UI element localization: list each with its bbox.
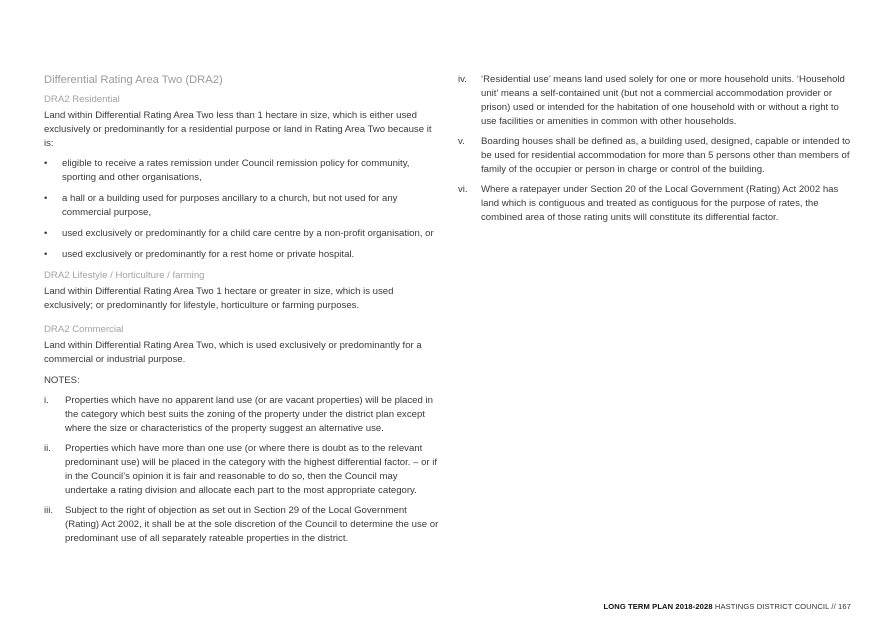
- bullet-text: used exclusively or predominantly for a child care centre by a non-profit organisation, or: [62, 228, 434, 239]
- footer-council-page: HASTINGS DISTRICT COUNCIL // 167: [714, 602, 851, 611]
- left-column: [44, 73, 440, 552]
- note-number: ii.: [44, 443, 51, 454]
- page-footer: [603, 602, 851, 611]
- note-item: [458, 183, 854, 225]
- bullet-icon: •: [44, 158, 48, 169]
- bullet-icon: •: [44, 249, 48, 260]
- note-number: iii.: [44, 505, 54, 516]
- note-number: vi.: [458, 184, 468, 195]
- note-item: [458, 73, 854, 129]
- right-column: [458, 73, 854, 231]
- note-item: [44, 504, 440, 546]
- commercial-heading: DRA2 Commercial: [44, 324, 124, 335]
- note-text: Properties which have no apparent land use (or are vacant properties) will be placed in the category which best suits the zoning of the property under the district plan except where the size or characteristics of the property suggest an alternative use.: [65, 395, 433, 434]
- note-text: Boarding houses shall be defined as, a building used, designed, capable or intended to be used for residential accommodation for more than 5 persons other than members of family of the occupier or person in charge or control of the building.: [481, 136, 851, 175]
- commercial-text: Land within Differential Rating Area Two, which is used exclusively or predominantly for a commercial or industrial purpose.: [44, 340, 422, 365]
- bullet-text: eligible to receive a rates remission under Council remission policy for community, sporting and other organisations,: [62, 158, 410, 183]
- bullet-text: a hall or a building used for purposes ancillary to a church, but not used for any commercial purpose,: [62, 193, 398, 218]
- notes-label: NOTES:: [44, 375, 80, 386]
- note-number: v.: [458, 136, 465, 147]
- note-item: [458, 135, 854, 177]
- note-item: [44, 442, 440, 498]
- residential-intro: Land within Differential Rating Area Two less than 1 hectare in size, which is either used exclusively or predominantly for a residential purpose or land in Rating Area Two because it is:: [44, 110, 432, 149]
- notes-list-continued: [458, 73, 854, 225]
- note-text: Where a ratepayer under Section 20 of the Local Government (Rating) Act 2002 has land which is contiguous and treated as contiguous for the purpose of rates, the combined area of those rating units will constitute its differential factor.: [481, 184, 839, 223]
- note-text: Properties which have more than one use (or where there is doubt as to the relevant predominant use) will be placed in the category with the highest differential factor. – or if in the Council’s opinion it is fair and reasonable to do so, then the Council may undertake a rating division and allocate each part to the most appropriate category.: [65, 443, 438, 496]
- notes-list: [44, 394, 440, 546]
- bullet-item: [44, 192, 440, 220]
- bullet-item: [44, 248, 440, 262]
- lifestyle-text: Land within Differential Rating Area Two 1 hectare or greater in size, which is used exclusively; or predominantly for lifestyle, horticulture or farming purposes.: [44, 286, 394, 311]
- note-number: iv.: [458, 74, 467, 85]
- note-text: Subject to the right of objection as set out in Section 29 of the Local Government (Rating) Act 2002, it shall be at the sole discretion of the Council to determine the use or predominant use of all separately rateable properties in the district.: [65, 505, 439, 544]
- residential-bullet-list: [44, 157, 440, 262]
- note-number: i.: [44, 395, 49, 406]
- note-text: ‘Residential use’ means land used solely for one or more household units. ‘Household unit’ means a self-contained unit (but not a commercial accommodation provider or prison) used or intended for the habitation of one household with or without a right to use facilities or amenities in common with other households.: [481, 74, 845, 127]
- residential-heading: DRA2 Residential: [44, 94, 120, 105]
- lifestyle-heading: DRA2 Lifestyle / Horticulture / farming: [44, 270, 205, 281]
- bullet-text: used exclusively or predominantly for a rest home or private hospital.: [62, 249, 355, 260]
- bullet-item: [44, 157, 440, 185]
- bullet-item: [44, 227, 440, 241]
- note-item: [44, 394, 440, 436]
- footer-plan-title: LONG TERM PLAN 2018-2028: [603, 602, 713, 611]
- bullet-icon: •: [44, 228, 48, 239]
- bullet-icon: •: [44, 193, 48, 204]
- section-title: Differential Rating Area Two (DRA2): [44, 74, 223, 86]
